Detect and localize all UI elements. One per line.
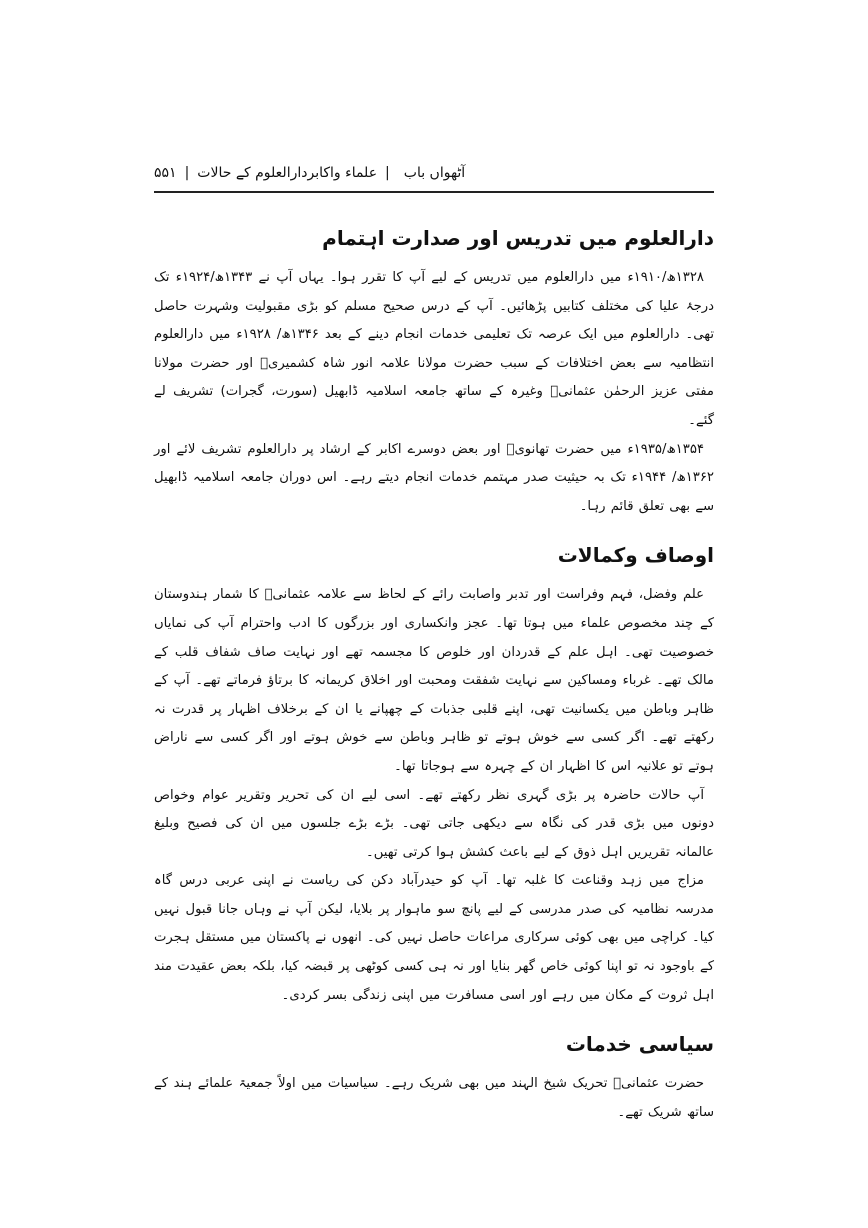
page-body bbox=[154, 222, 714, 1122]
chapter-title: علماء واکابردارالعلوم کے حالات bbox=[197, 165, 378, 181]
paragraph: حضرت عثمانیؒ تحریک شیخ الہند میں بھی شریک رہے۔ سیاسیات میں اولاً جمعیۃ علمائے ہند کے ساتھ شریک تھے۔ bbox=[154, 1076, 714, 1120]
paragraph: مزاج میں زہد وقناعت کا غلبہ تھا۔ آپ کو حیدرآباد دکن کی ریاست نے اپنی عربی درس گاہ مدرسہ نظامیہ کی صدر مدرسی کے لیے پانچ سو ماہوار پر بلایا، لیکن آپ نے وہاں جانا قبول نہیں کیا۔ کراچی میں بھی کوئی سرکاری مراعات حاصل نہیں کی۔ انھوں نے پاکستان میں مستقل ہجرت کے باوجود نہ تو اپنا کوئی خاص گھر بنایا اور نہ ہی کسی کوٹھی پر قبضہ کیا، بلکہ بعض عقیدت مند اہل ثروت کے مکان میں رہے اور اسی مسافرت میں اپنی زندگی بسر کردی۔ bbox=[154, 873, 714, 1003]
section-political-services bbox=[154, 1028, 714, 1127]
header-rule bbox=[154, 191, 714, 193]
header-separator: | bbox=[385, 165, 390, 181]
running-header bbox=[154, 158, 714, 188]
chapter-label: آٹھواں باب bbox=[403, 165, 466, 181]
paragraph: آپ حالات حاضرہ پر بڑی گہری نظر رکھتے تھے۔ اسی لیے ان کی تحریر وتقریر عوام وخواص دونوں میں بڑی قدر کی نگاہ سے دیکھی جاتی تھی۔ بڑے بڑے جلسوں میں ان کی فصیح وبلیغ عالمانہ تقریریں اہل ذوق کے لیے باعث کشش ہوا کرتی تھیں۔ bbox=[154, 787, 714, 860]
section-heading: دارالعلوم میں تدریس اور صدارت اہتمام bbox=[322, 226, 714, 250]
header-separator: | bbox=[184, 165, 190, 181]
section-virtues bbox=[154, 539, 714, 1010]
section-teaching bbox=[154, 222, 714, 521]
paragraph: ۱۳۵۴ھ/۱۹۳۵ء میں حضرت تھانویؒ اور بعض دوسرے اکابر کے ارشاد پر دارالعلوم تشریف لائے اور ۱۳۶۲ھ/ ۱۹۴۴ء تک بہ حیثیت صدر مہتمم خدمات انجام دیتے رہے۔ اس دوران جامعہ اسلامیہ ڈابھیل سے بھی تعلق قائم رہا۔ bbox=[154, 441, 715, 514]
paragraph: علم وفضل، فہم وفراست اور تدبر واصابت رائے کے لحاظ سے علامہ عثمانیؒ کا شمار ہندوستان کے چند مخصوص علماء میں ہوتا تھا۔ عجز وانکساری اور بزرگوں کا ادب واحترام آپ کی نمایاں خصوصیت تھی۔ اہل علم کے قدردان اور خلوص کا مجسمہ تھے اور نہایت صاف شفاف قلب کے مالک تھے۔ غرباء ومساکین سے نہایت شفقت ومحبت اور اخلاق کریمانہ کا برتاؤ فرماتے تھے۔ آپ کے ظاہر وباطن میں یکسانیت تھی، اپنے قلبی جذبات کے چھپانے یا ان کے برخلاف اظہار پر قدرت نہ رکھتے تھے۔ اگر کسی سے خوش ہوتے تو ظاہر وباطن سے خوش ہوتے اور اگر کسی سے ناراض ہوتے تو علانیہ اس کا اظہار ان کے چہرہ سے ہوجاتا تھا۔ bbox=[154, 587, 714, 774]
paragraph: ۱۳۲۸ھ/۱۹۱۰ء میں دارالعلوم میں تدریس کے لیے آپ کا تقرر ہوا۔ یہاں آپ نے ۱۳۴۳ھ/۱۹۲۴ء تک درجۂ علیا کی مختلف کتابیں پڑھائیں۔ آپ کے درس صحیح مسلم کو بڑی مقبولیت وشہرت حاصل تھی۔ دارالعلوم میں ایک عرصہ تک تعلیمی خدمات انجام دینے کے بعد ۱۳۴۶ھ/ ۱۹۲۸ء میں دارالعلوم انتظامیہ سے بعض اختلافات کے سبب حضرت مولانا علامہ انور شاہ کشمیریؒ اور حضرت مولانا مفتی عزیز الرحمٰن عثمانیؒ وغیرہ کے ساتھ جامعہ اسلامیہ ڈابھیل (سورت، گجرات) تشریف لے گئے۔ bbox=[154, 270, 714, 428]
section-heading: اوصاف وکمالات bbox=[557, 543, 714, 568]
page-number: ۵۵۱ bbox=[154, 165, 177, 181]
section-heading: سیاسی خدمات bbox=[565, 1032, 714, 1057]
